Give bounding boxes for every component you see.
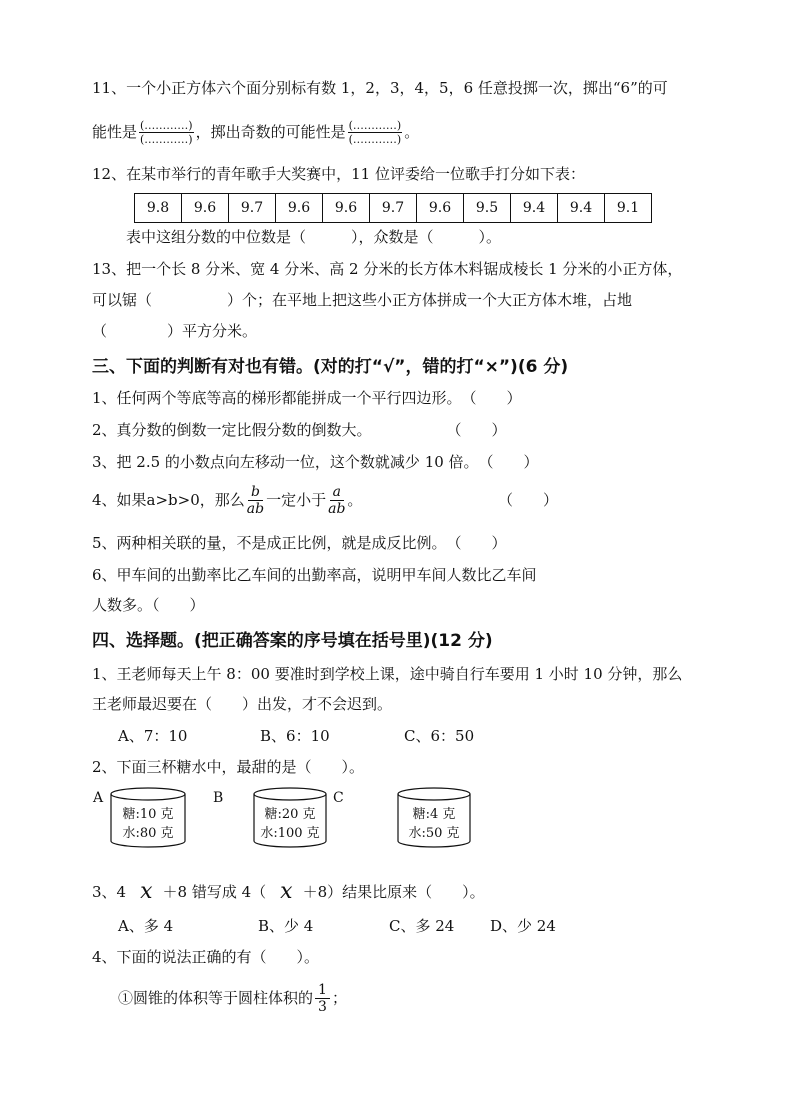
q11-blank-den-2: (…………) [348,132,402,146]
choice-q3-text-a: 3、4 [92,883,127,901]
choice-q2-line: 2、下面三杯糖水中，最甜的是（ ）。 [92,758,365,776]
cup-c-water: 水:50 克 [408,826,460,841]
choice-q3-option-a[interactable]: A、多 4 [118,917,174,935]
cup-letter-a: A [93,790,104,806]
q11-blank-den-1: (…………) [140,132,193,146]
sugar-cup-b[interactable] [252,786,328,850]
choice-q3-text-b: ＋8 错写成 4（ [162,883,267,901]
judge-item-4-answer-paren[interactable]: （ ） [498,491,559,509]
choice-q4-line: 4、下面的说法正确的有（ ）。 [92,948,320,966]
q11-fraction-blank-1[interactable] [139,119,194,146]
judge-item-4-text-b: 一定小于 [266,491,327,509]
choice-q4-item1 [118,978,347,1018]
choice-q3-text-c: ＋8）结果比原来（ ）。 [302,883,485,901]
score-cell: 9.6 [182,194,229,223]
cup-b-water: 水:100 克 [260,826,320,841]
score-cell: 9.8 [135,194,182,223]
score-table [134,193,652,223]
judge-item-6-line1: 6、甲车间的出勤率比乙车间的出勤率高，说明甲车间人数比乙车间 [92,566,537,584]
q12-line2: 表中这组分数的中位数是（ ），众数是（ ）。 [126,228,502,246]
fraction-numerator: 1 [315,982,330,999]
cup-letter-c: C [333,790,344,806]
fraction-denominator: 3 [318,998,327,1015]
q13-line1: 13、把一个长 8 分米、宽 4 分米、高 2 分米的长方体木料锯成棱长 1 分米的小正方体， [92,260,683,278]
q13-line2: 可以锯（ ）个；在平地上把这些小正方体拼成一个大正方体木堆，占地 [92,291,633,309]
choice-q1-option-b[interactable]: B、6：10 [260,727,330,745]
fraction-denominator: ab [328,500,346,517]
section3-heading: 三、下面的判断有对也有错。(对的打“√”，错的打“×”)(6 分) [92,357,569,377]
fraction-numerator: a [330,484,344,501]
score-cell: 9.1 [605,194,652,223]
judge-item-4 [92,480,362,520]
choice-q3-option-b[interactable]: B、少 4 [258,917,314,935]
judge-item-2: 2、真分数的倒数一定比假分数的倒数大。 （ ） [92,421,507,439]
q11-blank-num-2: (…………) [348,118,402,132]
choice-q1-line2: 王老师最迟要在（ ）出发，才不会迟到。 [92,695,393,713]
q12-line1: 12、在某市举行的青年歌手大奖赛中，11 位评委给一位歌手打分如下表： [92,165,585,183]
q11-line1: 11、一个小正方体六个面分别标有数 1，2，3，4，5，6 任意投掷一次，掷出“6”的可 [92,79,668,97]
choice-q4-item1-end: ； [331,989,347,1007]
choice-q1-option-a[interactable]: A、7：10 [118,727,188,745]
score-row [135,194,652,223]
q11-text-b: ，掷出奇数的可能性是 [195,123,346,141]
judge-item-1: 1、任何两个等底等高的梯形都能拼成一个平行四边形。 （ ） [92,389,522,407]
score-cell: 9.6 [417,194,464,223]
fraction-numerator: b [248,484,263,501]
q11-blank-num-1: (…………) [140,118,193,132]
judge-item-4-text-c: 。 [347,491,363,509]
choice-q1-line1: 1、王老师每天上午 8：00 要准时到学校上课，途中骑自行车要用 1 小时 10 分钟，那么 [92,665,683,683]
sugar-cup-c[interactable] [396,786,472,850]
q11-text-a: 能性是 [92,123,138,141]
fraction-b-over-ab [247,484,264,517]
judge-item-5: 5、两种相关联的量，不是成正比例，就是成反比例。 （ ） [92,534,507,552]
judge-item-6-line2: 人数多。（ ） [92,596,205,614]
choice-q4-item1-text: ①圆锥的体积等于圆柱体积的 [118,989,314,1007]
q11-line2 [92,116,419,148]
choice-q3-option-d[interactable]: D、少 24 [490,917,556,935]
cup-letter-b: B [213,790,224,806]
choice-q3-option-c[interactable]: C、多 24 [389,917,455,935]
fraction-a-over-ab [328,484,345,517]
fraction-denominator: ab [246,500,265,517]
score-cell: 9.7 [370,194,417,223]
judge-item-4-text-a: 4、如果a>b>0，那么 [92,491,245,509]
q11-fraction-blank-2[interactable] [348,119,403,146]
score-cell: 9.6 [276,194,323,223]
variable-x-1: x [140,879,153,904]
fraction-one-third [315,982,330,1015]
cup-a-water: 水:80 克 [122,826,174,841]
cup-b-sugar: 糖:20 克 [264,807,316,822]
section4-heading: 四、选择题。(把正确答案的序号填在括号里)(12 分) [92,631,493,651]
judge-item-3: 3、把 2.5 的小数点向左移动一位，这个数就减少 10 倍。 （ ） [92,453,539,471]
choice-q3-line [92,878,485,906]
score-cell: 9.4 [558,194,605,223]
choice-q1-option-c[interactable]: C、6：50 [404,727,475,745]
q11-text-end: 。 [404,123,420,141]
cup-a-sugar: 糖:10 克 [122,807,174,822]
cup-c-sugar: 糖:4 克 [412,807,456,822]
score-cell: 9.6 [323,194,370,223]
variable-x-2: x [280,879,293,904]
score-cell: 9.4 [511,194,558,223]
sugar-cup-a[interactable] [109,786,187,850]
score-cell: 9.7 [229,194,276,223]
score-cell: 9.5 [464,194,511,223]
q13-line3: （ ）平方分米。 [92,322,258,340]
